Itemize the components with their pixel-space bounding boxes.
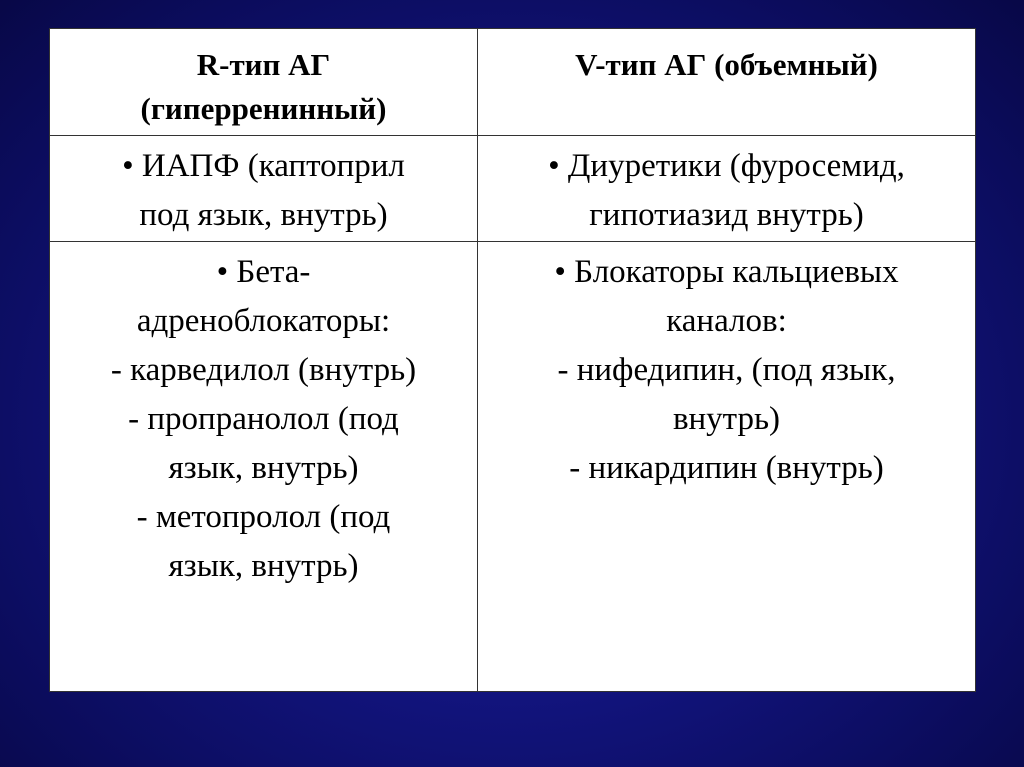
cell-ace-inhibitors: [50, 136, 478, 242]
header-r-type-line: R-тип АГ: [196, 47, 331, 82]
cell-calcium-blockers: [478, 242, 976, 692]
cell-line: язык, внутрь): [168, 450, 359, 486]
header-v-type: [478, 29, 976, 136]
cell-line: • Блокаторы кальциевых: [554, 254, 899, 290]
cell-line: - метопролол (под: [136, 499, 391, 535]
table-header-row: [50, 29, 976, 136]
drug-comparison-table: [49, 28, 976, 692]
cell-line: язык, внутрь): [168, 548, 359, 584]
cell-line: - нифедипин, (под язык,: [557, 352, 896, 388]
cell-line: • ИАПФ (каптоприл: [122, 148, 405, 184]
table-row: [50, 136, 976, 242]
cell-line: каналов:: [666, 303, 787, 339]
header-v-type-line: V-тип АГ (объемный): [575, 47, 878, 82]
header-r-type-line: (гиперренинный): [140, 91, 387, 126]
cell-line: - пропранолол (под: [128, 401, 399, 437]
header-r-type: [50, 29, 478, 136]
cell-beta-blockers: [50, 242, 478, 692]
table-row: [50, 242, 976, 692]
cell-line: гипотиазид внутрь): [589, 197, 864, 233]
cell-line: - карведилол (внутрь): [110, 352, 417, 388]
cell-line: под язык, внутрь): [139, 197, 388, 233]
cell-line: внутрь): [672, 401, 781, 437]
cell-line: • Диуретики (фуросемид,: [548, 148, 905, 184]
cell-line: адреноблокаторы:: [136, 303, 391, 339]
cell-line: - никардипин (внутрь): [569, 450, 884, 486]
cell-diuretics: [478, 136, 976, 242]
cell-line: • Бета-: [216, 254, 311, 290]
